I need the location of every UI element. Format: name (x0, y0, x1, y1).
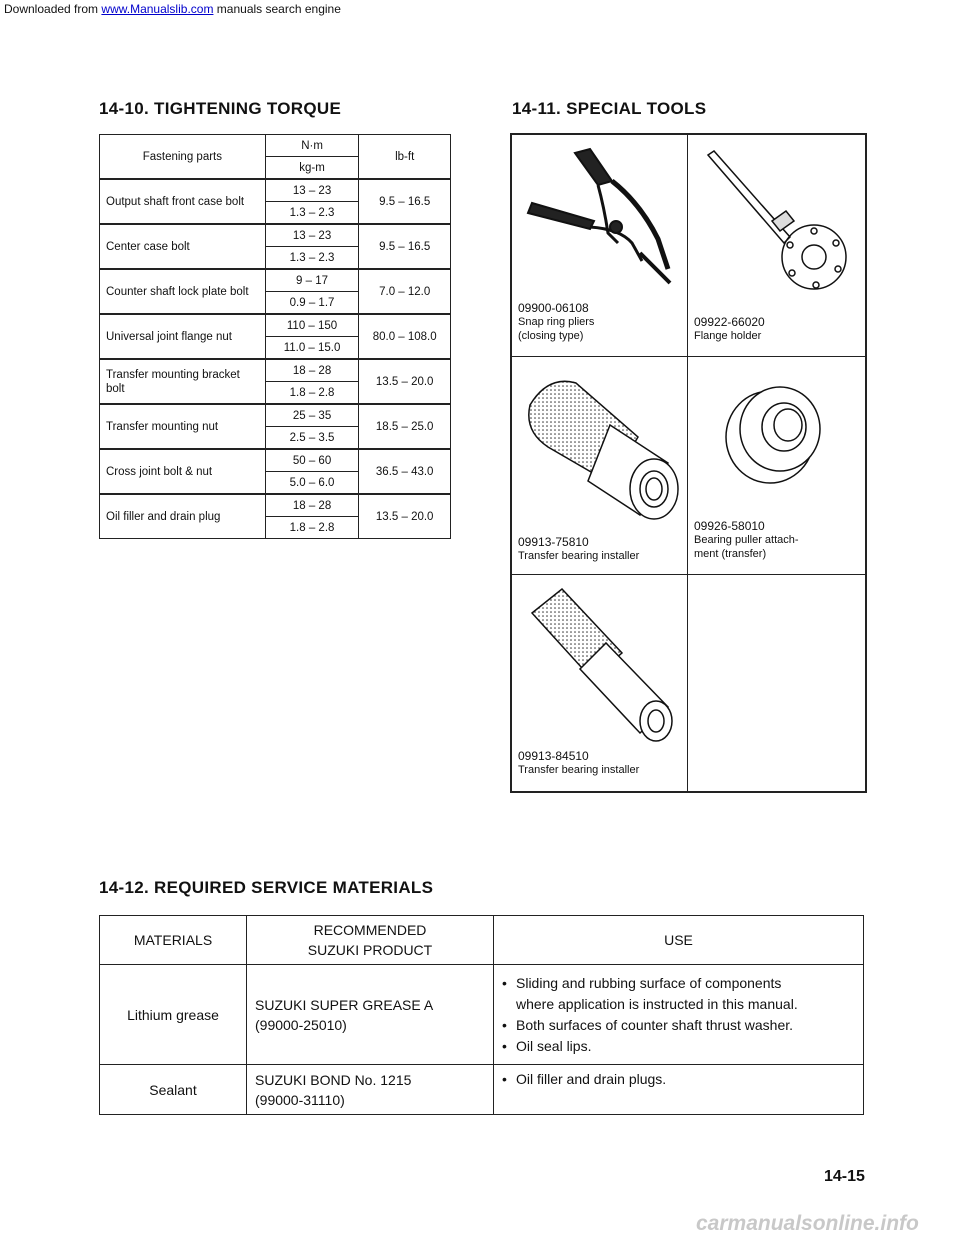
lbft-value: 36.5 – 43.0 (359, 449, 451, 494)
tool-number: 09913-75810 (518, 535, 589, 549)
flange-holder-icon (698, 145, 858, 295)
use-item: • Oil seal lips. (502, 1036, 855, 1057)
kgm-value: 1.3 – 2.3 (265, 202, 359, 225)
lbft-value: 13.5 – 20.0 (359, 494, 451, 539)
use-item: • Oil filler and drain plugs. (502, 1069, 855, 1090)
table-row (100, 449, 451, 472)
table-row (100, 224, 451, 247)
tool-number: 09926-58010 (694, 519, 765, 533)
page-number: 14-15 (824, 1168, 865, 1185)
product-header-line2: SUZUKI PRODUCT (307, 942, 433, 958)
tool-cell (688, 357, 865, 575)
torque-table (99, 134, 451, 539)
fastening-part: Cross joint bolt & nut (100, 449, 266, 494)
use-item-continued: where application is instructed in this manual. (516, 995, 798, 1012)
nm-value: 110 – 150 (265, 314, 359, 337)
table-row (100, 314, 451, 337)
bearing-installer-icon (518, 365, 684, 520)
tool-name: Flange holder (694, 330, 762, 342)
material-product (247, 1065, 494, 1115)
col-kgm: kg-m (265, 157, 359, 180)
tool-cell (512, 135, 688, 357)
kgm-value: 11.0 – 15.0 (265, 337, 359, 360)
nm-value: 13 – 23 (265, 224, 359, 247)
tool-number: 09922-66020 (694, 315, 765, 329)
tool-name: Transfer bearing installer (518, 764, 640, 776)
nm-value: 9 – 17 (265, 269, 359, 292)
table-row (100, 404, 451, 427)
product-code: (99000-25010) (255, 1016, 347, 1033)
col-lbft: lb-ft (359, 135, 451, 180)
product-name: SUZUKI SUPER GREASE A (255, 996, 434, 1013)
kgm-value: 2.5 – 3.5 (265, 427, 359, 450)
tool-number: 09900-06108 (518, 301, 589, 315)
lbft-value: 9.5 – 16.5 (359, 224, 451, 269)
snap-ring-pliers-icon (520, 143, 680, 293)
empty-tool-cell (688, 575, 865, 791)
tool-name: Bearing puller attach- (694, 534, 799, 546)
col-recommended-product (247, 916, 494, 965)
col-use: USE (494, 916, 864, 965)
torque-section-title: 14-10. TIGHTENING TORQUE (99, 99, 342, 118)
material-product (247, 965, 494, 1065)
col-materials: MATERIALS (100, 916, 247, 965)
use-item: • Sliding and rubbing surface of components (502, 973, 855, 994)
header-suffix: manuals search engine (216, 2, 341, 16)
nm-value: 13 – 23 (265, 179, 359, 202)
fastening-part: Center case bolt (100, 224, 266, 269)
tool-cell (688, 135, 865, 357)
col-nm: N·m (265, 135, 359, 157)
material-use (494, 965, 864, 1065)
lbft-value: 13.5 – 20.0 (359, 359, 451, 404)
tool-name: Transfer bearing installer (518, 550, 640, 562)
table-row (100, 359, 451, 382)
lbft-value: 9.5 – 16.5 (359, 179, 451, 224)
header-prefix: Downloaded from (4, 2, 99, 16)
tool-number: 09913-84510 (518, 749, 589, 763)
lbft-value: 18.5 – 25.0 (359, 404, 451, 449)
product-name: SUZUKI BOND No. 1215 (255, 1071, 412, 1088)
fastening-part: Universal joint flange nut (100, 314, 266, 359)
use-item: • Both surfaces of counter shaft thrust washer. (502, 1015, 855, 1036)
manualslib-link[interactable]: www.Manualslib.com (101, 2, 214, 16)
kgm-value: 1.8 – 2.8 (265, 382, 359, 405)
table-row (100, 494, 451, 517)
product-header-line1: RECOMMENDED (313, 922, 427, 938)
materials-section-title: 14-12. REQUIRED SERVICE MATERIALS (99, 878, 434, 897)
bearing-puller-attachment-icon (708, 373, 848, 503)
tool-name: Snap ring pliers (518, 316, 595, 328)
tools-section-title: 14-11. SPECIAL TOOLS (512, 99, 707, 118)
table-row (100, 179, 451, 202)
special-tools-grid (510, 133, 867, 793)
table-row (100, 965, 864, 1065)
materials-table (99, 915, 864, 1115)
kgm-value: 5.0 – 6.0 (265, 472, 359, 495)
material-name: Sealant (100, 1065, 247, 1115)
nm-value: 25 – 35 (265, 404, 359, 427)
tool-cell (512, 575, 688, 791)
lbft-value: 7.0 – 12.0 (359, 269, 451, 314)
material-use (494, 1065, 864, 1115)
table-row (100, 1065, 864, 1115)
tool-note: (closing type) (518, 330, 584, 342)
kgm-value: 1.8 – 2.8 (265, 517, 359, 539)
download-header (4, 2, 341, 16)
nm-value: 18 – 28 (265, 359, 359, 382)
fastening-part: Transfer mounting bracket bolt (100, 359, 266, 404)
footer-watermark: carmanualsonline.info (696, 1212, 919, 1235)
product-code: (99000-31110) (255, 1091, 345, 1108)
kgm-value: 1.3 – 2.3 (265, 247, 359, 270)
nm-value: 50 – 60 (265, 449, 359, 472)
fastening-part: Counter shaft lock plate bolt (100, 269, 266, 314)
kgm-value: 0.9 – 1.7 (265, 292, 359, 315)
material-name: Lithium grease (100, 965, 247, 1065)
bearing-installer-long-icon (522, 583, 682, 743)
nm-value: 18 – 28 (265, 494, 359, 517)
tool-note: ment (transfer) (694, 548, 767, 560)
fastening-part: Transfer mounting nut (100, 404, 266, 449)
col-fastening-parts: Fastening parts (100, 135, 266, 180)
tool-cell (512, 357, 688, 575)
fastening-part: Oil filler and drain plug (100, 494, 266, 539)
table-row (100, 269, 451, 292)
lbft-value: 80.0 – 108.0 (359, 314, 451, 359)
fastening-part: Output shaft front case bolt (100, 179, 266, 224)
